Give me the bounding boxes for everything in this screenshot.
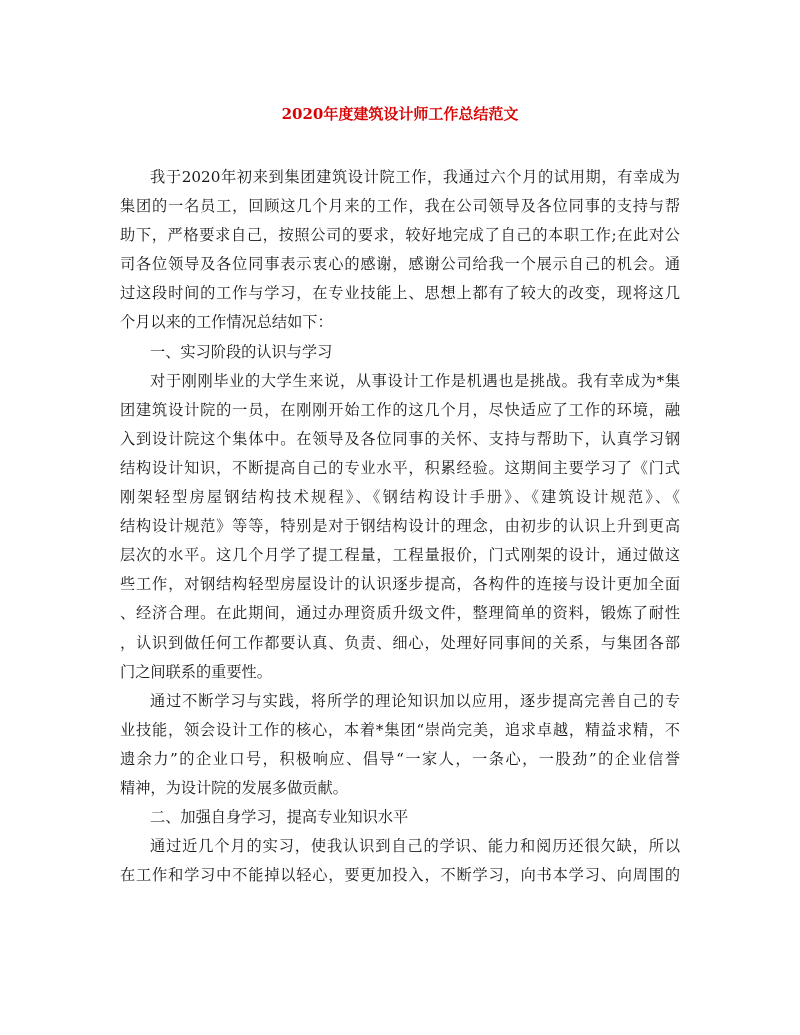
paragraph-practice: [120, 687, 680, 803]
text-line: 司各位领导及各位同事表示衷心的感谢，感谢公司给我一个展示自己的机会。通: [120, 255, 680, 274]
text-line: 结构设计知识，不断提高自己的专业水平，积累经验。这期间主要学习了《门式: [120, 458, 680, 477]
document-body: [120, 163, 680, 890]
text-line: 集团的一名员工，回顾这几个月来的工作，我在公司领导及各位同事的支持与帮: [120, 197, 680, 216]
text-line: 精神，为设计院的发展多做贡献。: [120, 778, 348, 797]
text-line: 些工作，对钢结构轻型房屋设计的认识逐步提高，各构件的连接与设计更加全面: [120, 575, 680, 594]
text-line: 团建筑设计院的一员，在刚刚开始工作的这几个月，尽快适应了工作的环境，融: [120, 400, 680, 419]
text-line: 刚架轻型房屋钢结构技术规程》、《钢结构设计手册》、《建筑设计规范》、《: [120, 488, 680, 507]
text-line: 层次的水平。这几个月学了提工程量，工程量报价，门式刚架的设计，通过做这: [120, 546, 680, 565]
text-line: 入到设计院这个集体中。在领导及各位同事的关怀、支持与帮助下，认真学习钢: [120, 429, 680, 448]
text-line: 结构设计规范》等等，特别是对于钢结构设计的理念，由初步的认识上升到更高: [120, 517, 680, 536]
text-line: 助下，严格要求自己，按照公司的要求，较好地完成了自己的本职工作;在此对公: [120, 226, 680, 245]
text-line: 通过不断学习与实践，将所学的理论知识加以应用，逐步提高完善自己的专: [150, 691, 680, 710]
text-line: 个月以来的工作情况总结如下：: [120, 313, 333, 332]
text-line: 对于刚刚毕业的大学生来说，从事设计工作是机遇也是挑战。我有幸成为*集: [150, 371, 680, 390]
paragraph-intro: [120, 163, 680, 338]
text-line: 通过近几个月的实习，使我认识到自己的学识、能力和阅历还很欠缺，所以: [150, 837, 680, 856]
text-line: 门之间联系的重要性。: [120, 662, 272, 681]
text-line: 遗余力”的企业口号，积极响应、倡导“一家人，一条心，一股劲”的企业信誉: [120, 749, 680, 768]
text-line: 业技能，领会设计工作的核心，本着*集团“崇尚完美，追求卓越，精益求精，不: [120, 720, 680, 739]
text-line: 过这段时间的工作与学习，在专业技能上、思想上都有了较大的改变，现将这几: [120, 284, 680, 303]
document-title: 2020年度建筑设计师工作总结范文: [281, 105, 519, 123]
text-line: 我于2020年初来到集团建筑设计院工作，我通过六个月的试用期，有幸成为: [150, 168, 680, 186]
paragraph-internship: [120, 367, 680, 687]
text-line: 、经济合理。在此期间，通过办理资质升级文件，整理简单的资料，锻炼了耐性: [120, 604, 680, 623]
section-heading-2: 二、加强自身学习，提高专业知识水平: [150, 808, 409, 827]
section-heading-1: 一、实习阶段的认识与学习: [150, 342, 333, 361]
text-line: 在工作和学习中不能掉以轻心，要更加投入，不断学习，向书本学习、向周围的: [120, 866, 680, 885]
text-line: ，认识到做任何工作都要认真、负责、细心，处理好同事间的关系，与集团各部: [120, 633, 680, 652]
paragraph-self-study: [120, 832, 680, 890]
